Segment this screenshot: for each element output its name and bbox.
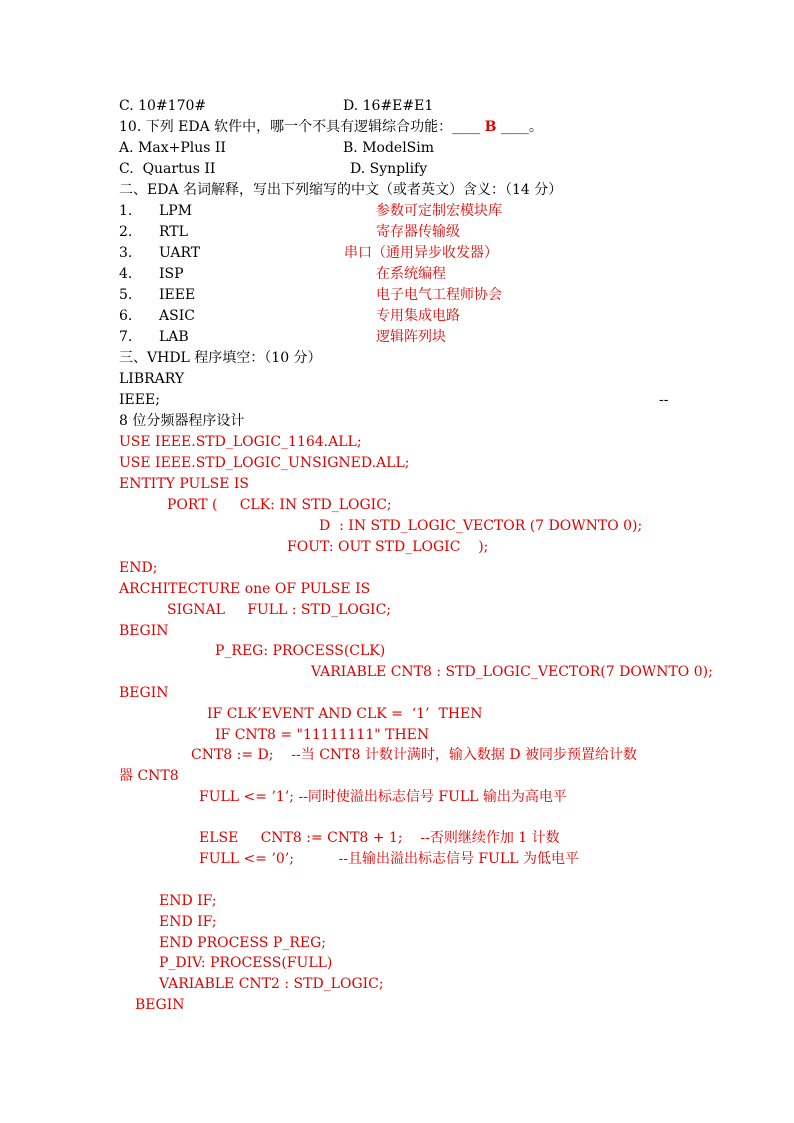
code-comment-title: 8 位分频器程序设计 (119, 413, 245, 429)
term-number: 4. (119, 266, 133, 282)
code-use-unsigned: USE IEEE.STD_LOGIC_UNSIGNED.ALL; (119, 455, 410, 471)
code-begin: BEGIN (119, 623, 169, 639)
code-if-clk: IF CLK’EVENT AND CLK = ‘1’ THEN (207, 706, 483, 722)
term-number: 7. (119, 329, 133, 345)
code-port-clk: PORT ( CLK: IN STD_LOGIC; (167, 497, 392, 513)
code-cnt8-assign-continuation: 器 CNT8 (119, 768, 179, 784)
code-else: ELSE CNT8 := CNT8 + 1; --否则继续作加 1 计数 (199, 830, 560, 846)
term-abbreviation: ASIC (159, 308, 195, 324)
term-number: 1. (119, 203, 133, 219)
code-end-if: END IF; (159, 914, 217, 930)
q10-question-tail: ____。 (496, 119, 543, 135)
code-process-div: P_DIV: PROCESS(FULL) (159, 955, 333, 971)
code-signal: SIGNAL FULL : STD_LOGIC; (167, 602, 392, 618)
code-end-process: END PROCESS P_REG; (159, 935, 326, 951)
code-port-d: D : IN STD_LOGIC_VECTOR (7 DOWNTO 0); (319, 518, 643, 534)
term-number: 3. (119, 245, 133, 261)
q10-option-a: A. Max+Plus II (119, 140, 226, 156)
term-number: 5. (119, 287, 133, 303)
term-meaning: 专用集成电路 (376, 308, 460, 324)
code-if-cnt8: IF CNT8 = "11111111" THEN (215, 727, 430, 743)
term-meaning: 在系统编程 (376, 266, 446, 282)
term-meaning: 串口（通用异步收发器） (344, 245, 498, 261)
term-meaning: 电子电气工程师协会 (376, 287, 502, 303)
code-begin: BEGIN (119, 685, 169, 701)
term-number: 2. (119, 224, 133, 240)
term-abbreviation: LAB (159, 329, 189, 345)
code-cnt8-assign: CNT8 := D; --当 CNT8 计数计满时，输入数据 D 被同步预置给计数 (191, 747, 637, 763)
term-meaning: 寄存器传输级 (376, 224, 460, 240)
code-variable-cnt8: VARIABLE CNT8 : STD_LOGIC_VECTOR(7 DOWNTO 0); (311, 664, 713, 680)
q10-question-text: 10. 下列 EDA 软件中，哪一个不具有逻辑综合功能：____ (119, 119, 485, 135)
term-abbreviation: IEEE (159, 287, 196, 303)
q9-option-d: D. 16#E#E1 (343, 98, 434, 114)
term-abbreviation: LPM (159, 203, 193, 219)
code-variable-cnt2: VARIABLE CNT2 : STD_LOGIC; (159, 976, 384, 992)
code-use-1164: USE IEEE.STD_LOGIC_1164.ALL; (119, 434, 362, 450)
code-architecture: ARCHITECTURE one OF PULSE IS (119, 581, 371, 597)
code-begin: BEGIN (135, 997, 185, 1013)
section3-heading: 三、VHDL 程序填空：（10 分） (119, 350, 322, 366)
term-abbreviation: UART (159, 245, 201, 261)
code-entity: ENTITY PULSE IS (119, 476, 250, 492)
q10-option-c: C. Quartus II (119, 161, 216, 177)
code-ieee: IEEE; (119, 392, 160, 408)
q10-option-d: D. Synplify (350, 161, 428, 177)
code-full-high: FULL <= ’1’; --同时使溢出标志信号 FULL 输出为高电平 (199, 789, 567, 805)
q10-question (119, 117, 543, 138)
section2-heading: 二、EDA 名词解释，写出下列缩写的中文（或者英文）含义：（14 分） (119, 182, 563, 198)
term-meaning: 参数可定制宏模块库 (376, 203, 502, 219)
term-abbreviation: ISP (159, 266, 184, 282)
code-comment-dash: -- (659, 392, 669, 408)
code-end-entity: END; (119, 560, 158, 576)
term-meaning: 逻辑阵列块 (376, 329, 446, 345)
code-full-low: FULL <= ’0’; --且输出溢出标志信号 FULL 为低电平 (199, 851, 579, 867)
code-end-if: END IF; (159, 893, 217, 909)
term-number: 6. (119, 308, 133, 324)
q10-answer: B (484, 119, 497, 135)
code-port-fout: FOUT: OUT STD_LOGIC ); (287, 539, 489, 555)
q10-option-b: B. ModelSim (343, 140, 435, 156)
code-library: LIBRARY (119, 371, 185, 387)
term-abbreviation: RTL (159, 224, 188, 240)
code-process-reg: P_REG: PROCESS(CLK) (215, 643, 386, 659)
q9-option-c: C. 10#170# (119, 98, 207, 114)
